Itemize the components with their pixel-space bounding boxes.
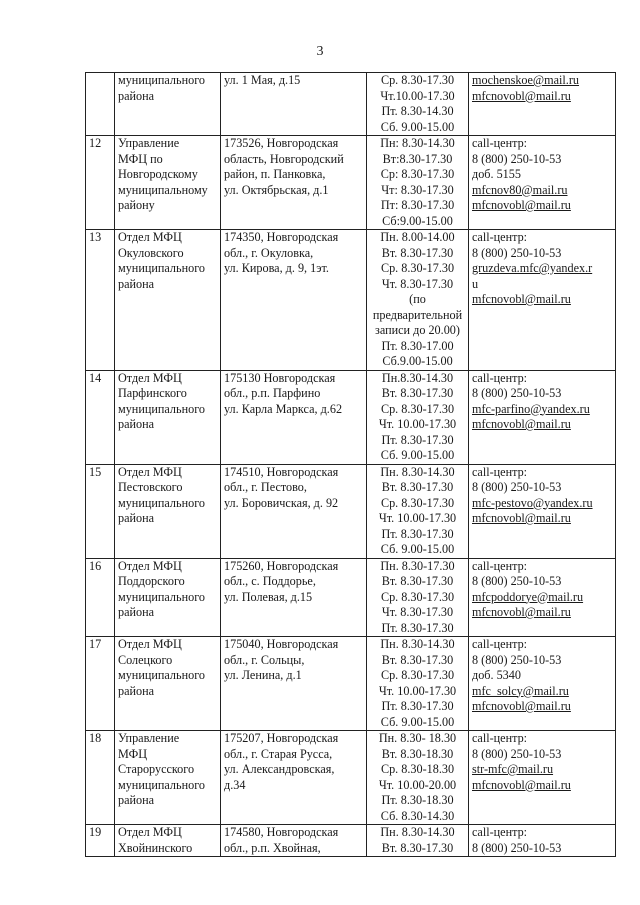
cell-line: Вт. 8.30-18.30 — [381, 746, 454, 761]
cell-line: Управление — [118, 136, 180, 150]
cell-line: Ср. 8.30-17.30 — [380, 73, 455, 87]
address-cell — [221, 825, 367, 857]
email-link[interactable]: mfc-pestovo@yandex.ru — [472, 495, 593, 510]
cell-line: Вт. 8.30-17.30 — [381, 574, 454, 588]
cell-line: Старорусского — [118, 762, 195, 776]
office-name-cell — [115, 825, 221, 857]
cell-line: Отдел МФЦ — [118, 230, 182, 244]
cell-line: муниципального — [118, 777, 205, 792]
row-number-cell: 17 — [86, 637, 115, 731]
cell-line: Парфинского — [118, 386, 187, 400]
hours-cell — [367, 230, 469, 371]
contacts-cell — [469, 370, 616, 464]
cell-line: 8 (800) 250-10-53 — [472, 151, 562, 166]
cell-line: Пн. 8.00-14.00 — [380, 230, 455, 244]
row-number-cell: 18 — [86, 731, 115, 825]
cell-line: 175130 Новгородская — [224, 370, 336, 385]
row-number-cell: 14 — [86, 370, 115, 464]
email-link[interactable]: mfcnov80@mail.ru — [472, 182, 568, 197]
cell-line: Сб. 9.00-15.00 — [380, 714, 455, 729]
cell-line: 8 (800) 250-10-53 — [472, 840, 562, 855]
table-row — [86, 825, 616, 857]
office-name-cell — [115, 73, 221, 136]
cell-line: call-центр: — [472, 370, 528, 385]
cell-line: муниципального — [118, 668, 205, 682]
cell-line: call-центр: — [472, 731, 528, 745]
office-name-cell — [115, 464, 221, 558]
address-cell — [221, 370, 367, 464]
email-link[interactable]: mfcpoddorye@mail.ru — [472, 589, 584, 604]
cell-line: Отдел МФЦ — [118, 464, 182, 479]
cell-line: муниципального — [118, 73, 205, 87]
email-link[interactable]: gruzdeva.mfc@yandex.r — [472, 261, 593, 275]
email-link[interactable]: mfcnovobl@mail.ru — [472, 292, 571, 306]
cell-line: Хвойнинского — [118, 840, 193, 855]
cell-line: обл., г. Пестово, — [224, 480, 307, 494]
table-row — [86, 637, 616, 731]
cell-line: call-центр: — [472, 230, 528, 244]
email-link[interactable]: mochenskoe@mail.ru — [472, 73, 580, 87]
cell-line: Чт. 10.00-17.30 — [378, 511, 457, 525]
cell-line: района — [118, 605, 155, 619]
cell-line: района — [118, 276, 155, 291]
cell-line: муниципального — [118, 401, 205, 416]
cell-line: 175040, Новгородская — [224, 637, 339, 651]
cell-line: Пестовского — [118, 480, 183, 494]
cell-line: ул. Октябрьская, д.1 — [224, 182, 329, 197]
cell-line: 175207, Новгородская — [224, 731, 339, 745]
cell-line: Пт. 8.30-18.30 — [381, 793, 454, 807]
cell-line: Пн: 8.30-14.30 — [380, 136, 455, 150]
cell-line: Ср. 8.30-17.30 — [380, 401, 455, 416]
email-link[interactable]: mfcnovobl@mail.ru — [472, 605, 571, 619]
cell-line: Вт. 8.30-17.30 — [381, 245, 454, 260]
cell-line: Чт. 8.30-17.30 — [381, 605, 454, 619]
email-link[interactable]: str-mfc@mail.ru — [472, 762, 554, 776]
cell-line: муниципальному — [118, 182, 208, 197]
table-row — [86, 558, 616, 637]
cell-line: call-центр: — [472, 464, 528, 479]
contacts-cell — [469, 825, 616, 857]
office-name-cell — [115, 370, 221, 464]
cell-line: 174580, Новгородская — [224, 825, 339, 839]
email-link[interactable]: mfc_solcy@mail.ru — [472, 683, 569, 698]
cell-line: Пн.8.30-14.30 — [381, 370, 454, 385]
cell-line: Отдел МФЦ — [118, 558, 182, 573]
cell-line: Пт. 8.30-17.00 — [381, 338, 454, 353]
cell-line: района — [118, 683, 155, 698]
contacts-cell — [469, 230, 616, 371]
cell-line: 8 (800) 250-10-53 — [472, 245, 562, 260]
row-number-cell: 12 — [86, 136, 115, 230]
address-cell — [221, 637, 367, 731]
email-link[interactable]: mfc-parfino@yandex.ru — [472, 401, 590, 416]
cell-line: Чт. 8.30-17.30 — [381, 276, 454, 291]
cell-line: Пт. 8.30-17.30 — [381, 620, 454, 635]
cell-line: обл., г. Окуловка, — [224, 245, 314, 260]
cell-line: МФЦ по — [118, 151, 163, 166]
cell-line: call-центр: — [472, 136, 528, 150]
cell-line: Сб. 9.00-15.00 — [380, 119, 455, 134]
cell-line: район, п. Панковка, — [224, 167, 326, 181]
cell-line: 8 (800) 250-10-53 — [472, 746, 562, 761]
cell-line: Ср. 8.30-17.30 — [380, 589, 455, 604]
cell-line: предварительной — [372, 307, 463, 322]
row-number-cell: 15 — [86, 464, 115, 558]
contacts-cell — [469, 731, 616, 825]
office-name-cell — [115, 136, 221, 230]
cell-line: ул. Кирова, д. 9, 1эт. — [224, 261, 329, 275]
table-row — [86, 136, 616, 230]
row-number-cell: 19 — [86, 825, 115, 857]
cell-line: района — [118, 511, 155, 525]
address-cell — [221, 464, 367, 558]
cell-line: Пн. 8.30-14.30 — [380, 825, 455, 839]
address-cell — [221, 230, 367, 371]
cell-line: обл., р.п. Хвойная, — [224, 840, 321, 855]
hours-cell — [367, 558, 469, 637]
table-row — [86, 464, 616, 558]
cell-line: Пт. 8.30-14.30 — [381, 104, 454, 118]
cell-line: Сб:9.00-15.00 — [382, 213, 453, 228]
cell-line: доб. 5340 — [472, 668, 521, 682]
table-row — [86, 230, 616, 371]
contacts-cell — [469, 73, 616, 136]
cell-line: Окуловского — [118, 245, 184, 260]
hours-cell — [367, 637, 469, 731]
cell-line: Вт:8.30-17.30 — [382, 151, 453, 166]
cell-line: Сб. 9.00-15.00 — [380, 542, 455, 556]
cell-line: call-центр: — [472, 825, 528, 839]
cell-line: района — [118, 417, 155, 431]
cell-line: Ср. 8.30-18.30 — [380, 762, 455, 776]
mfc-offices-table — [85, 72, 616, 857]
cell-line: Поддорского — [118, 574, 185, 588]
cell-line: Вт. 8.30-17.30 — [381, 652, 454, 667]
cell-line: 174510, Новгородская — [224, 464, 339, 479]
cell-line: Чт. 10.00-17.30 — [378, 417, 457, 431]
cell-line: 173526, Новгородская — [224, 136, 339, 150]
row-number-cell — [86, 73, 115, 136]
table-row — [86, 73, 616, 136]
cell-line: Отдел МФЦ — [118, 370, 182, 385]
cell-line: область, Новгородский — [224, 151, 344, 166]
cell-line: ул. Полевая, д.15 — [224, 589, 313, 604]
cell-line: 8 (800) 250-10-53 — [472, 652, 562, 667]
cell-line: ул. 1 Мая, д.15 — [224, 73, 301, 87]
cell-line: 8 (800) 250-10-53 — [472, 386, 562, 400]
cell-line: Чт: 8.30-17.30 — [381, 182, 454, 197]
cell-line: ул. Боровичская, д. 92 — [224, 495, 339, 510]
page-number: 3 — [316, 44, 324, 59]
email-link[interactable]: mfcnovobl@mail.ru — [472, 699, 571, 713]
address-cell — [221, 136, 367, 230]
cell-line: обл., г. Сольцы, — [224, 652, 305, 667]
cell-line: Пт. 8.30-17.30 — [381, 526, 454, 541]
contacts-cell — [469, 464, 616, 558]
email-link[interactable]: mfcnovobl@mail.ru — [472, 88, 571, 103]
cell-line: ул. Александровская, — [224, 762, 335, 776]
cell-line: Пт: 8.30-17.30 — [380, 198, 455, 212]
cell-line: Отдел МФЦ — [118, 825, 182, 839]
row-number-cell: 13 — [86, 230, 115, 371]
cell-line: Ср. 8.30-17.30 — [380, 668, 455, 682]
cell-line: д.34 — [224, 777, 246, 792]
address-cell — [221, 73, 367, 136]
email-link[interactable]: mfcnovobl@mail.ru — [472, 511, 571, 525]
cell-line: Солецкого — [118, 652, 173, 667]
cell-line: записи до 20.00) — [375, 323, 460, 337]
cell-line: Пн. 8.30-14.30 — [380, 464, 455, 479]
cell-line: ул. Карла Маркса, д.62 — [224, 401, 343, 416]
cell-line: Ср. 8.30-17.30 — [380, 261, 455, 275]
cell-line: call-центр: — [472, 637, 528, 651]
cell-line: обл., р.п. Парфино — [224, 386, 321, 400]
contacts-cell — [469, 637, 616, 731]
cell-line: муниципального — [118, 495, 205, 510]
office-name-cell — [115, 558, 221, 637]
hours-cell — [367, 825, 469, 857]
cell-line: 174350, Новгородская — [224, 230, 339, 244]
contacts-cell — [469, 136, 616, 230]
cell-line: ул. Ленина, д.1 — [224, 668, 302, 682]
cell-line: Пт. 8.30-17.30 — [381, 432, 454, 447]
cell-line: Сб. 8.30-14.30 — [380, 808, 455, 823]
cell-line: 8 (800) 250-10-53 — [472, 574, 562, 588]
cell-line: Новгородскому — [118, 167, 198, 181]
office-name-cell — [115, 731, 221, 825]
office-name-cell — [115, 637, 221, 731]
cell-line: 175260, Новгородская — [224, 558, 339, 573]
cell-line: района — [118, 793, 155, 807]
cell-line: Чт.10.00-17.30 — [380, 88, 455, 103]
cell-line: муниципального — [118, 261, 205, 275]
cell-line: Вт. 8.30-17.30 — [381, 386, 454, 400]
cell-line: Вт. 8.30-17.30 — [381, 840, 454, 855]
cell-line: 8 (800) 250-10-53 — [472, 480, 562, 494]
cell-line: муниципального — [118, 589, 205, 604]
cell-line: Пт. 8.30-17.30 — [381, 699, 454, 713]
cell-line: доб. 5155 — [472, 167, 521, 181]
cell-line: Сб.9.00-15.00 — [382, 354, 453, 368]
cell-line: МФЦ — [118, 746, 148, 761]
email-link[interactable]: mfcnovobl@mail.ru — [472, 777, 571, 792]
cell-line: обл., с. Поддорье, — [224, 574, 316, 588]
address-cell — [221, 731, 367, 825]
cell-line: Пн. 8.30-14.30 — [380, 637, 455, 651]
cell-line: Ср: 8.30-17.30 — [380, 167, 455, 181]
hours-cell — [367, 370, 469, 464]
cell-line: района — [118, 88, 155, 103]
cell-line: Пн. 8.30-17.30 — [380, 558, 455, 573]
email-link[interactable]: mfcnovobl@mail.ru — [472, 198, 571, 212]
cell-line: call-центр: — [472, 558, 528, 573]
cell-line: u — [472, 276, 479, 291]
cell-line: Сб. 9.00-15.00 — [380, 448, 455, 462]
table-row — [86, 731, 616, 825]
cell-line: Ср. 8.30-17.30 — [380, 495, 455, 510]
hours-cell — [367, 464, 469, 558]
address-cell — [221, 558, 367, 637]
hours-cell — [367, 73, 469, 136]
hours-cell — [367, 136, 469, 230]
office-name-cell — [115, 230, 221, 371]
cell-line: Отдел МФЦ — [118, 637, 182, 651]
email-link[interactable]: mfcnovobl@mail.ru — [472, 417, 571, 431]
row-number-cell: 16 — [86, 558, 115, 637]
cell-line: обл., г. Старая Русса, — [224, 746, 333, 761]
cell-line: Чт. 10.00-20.00 — [378, 777, 457, 792]
cell-line: Пн. 8.30- 18.30 — [378, 731, 457, 745]
contacts-cell — [469, 558, 616, 637]
cell-line: Вт. 8.30-17.30 — [381, 480, 454, 494]
cell-line: Чт. 10.00-17.30 — [378, 683, 457, 698]
table-row — [86, 370, 616, 464]
hours-cell — [367, 731, 469, 825]
cell-line: Управление — [118, 731, 180, 745]
cell-line: (по — [409, 292, 426, 306]
cell-line: району — [118, 198, 155, 212]
